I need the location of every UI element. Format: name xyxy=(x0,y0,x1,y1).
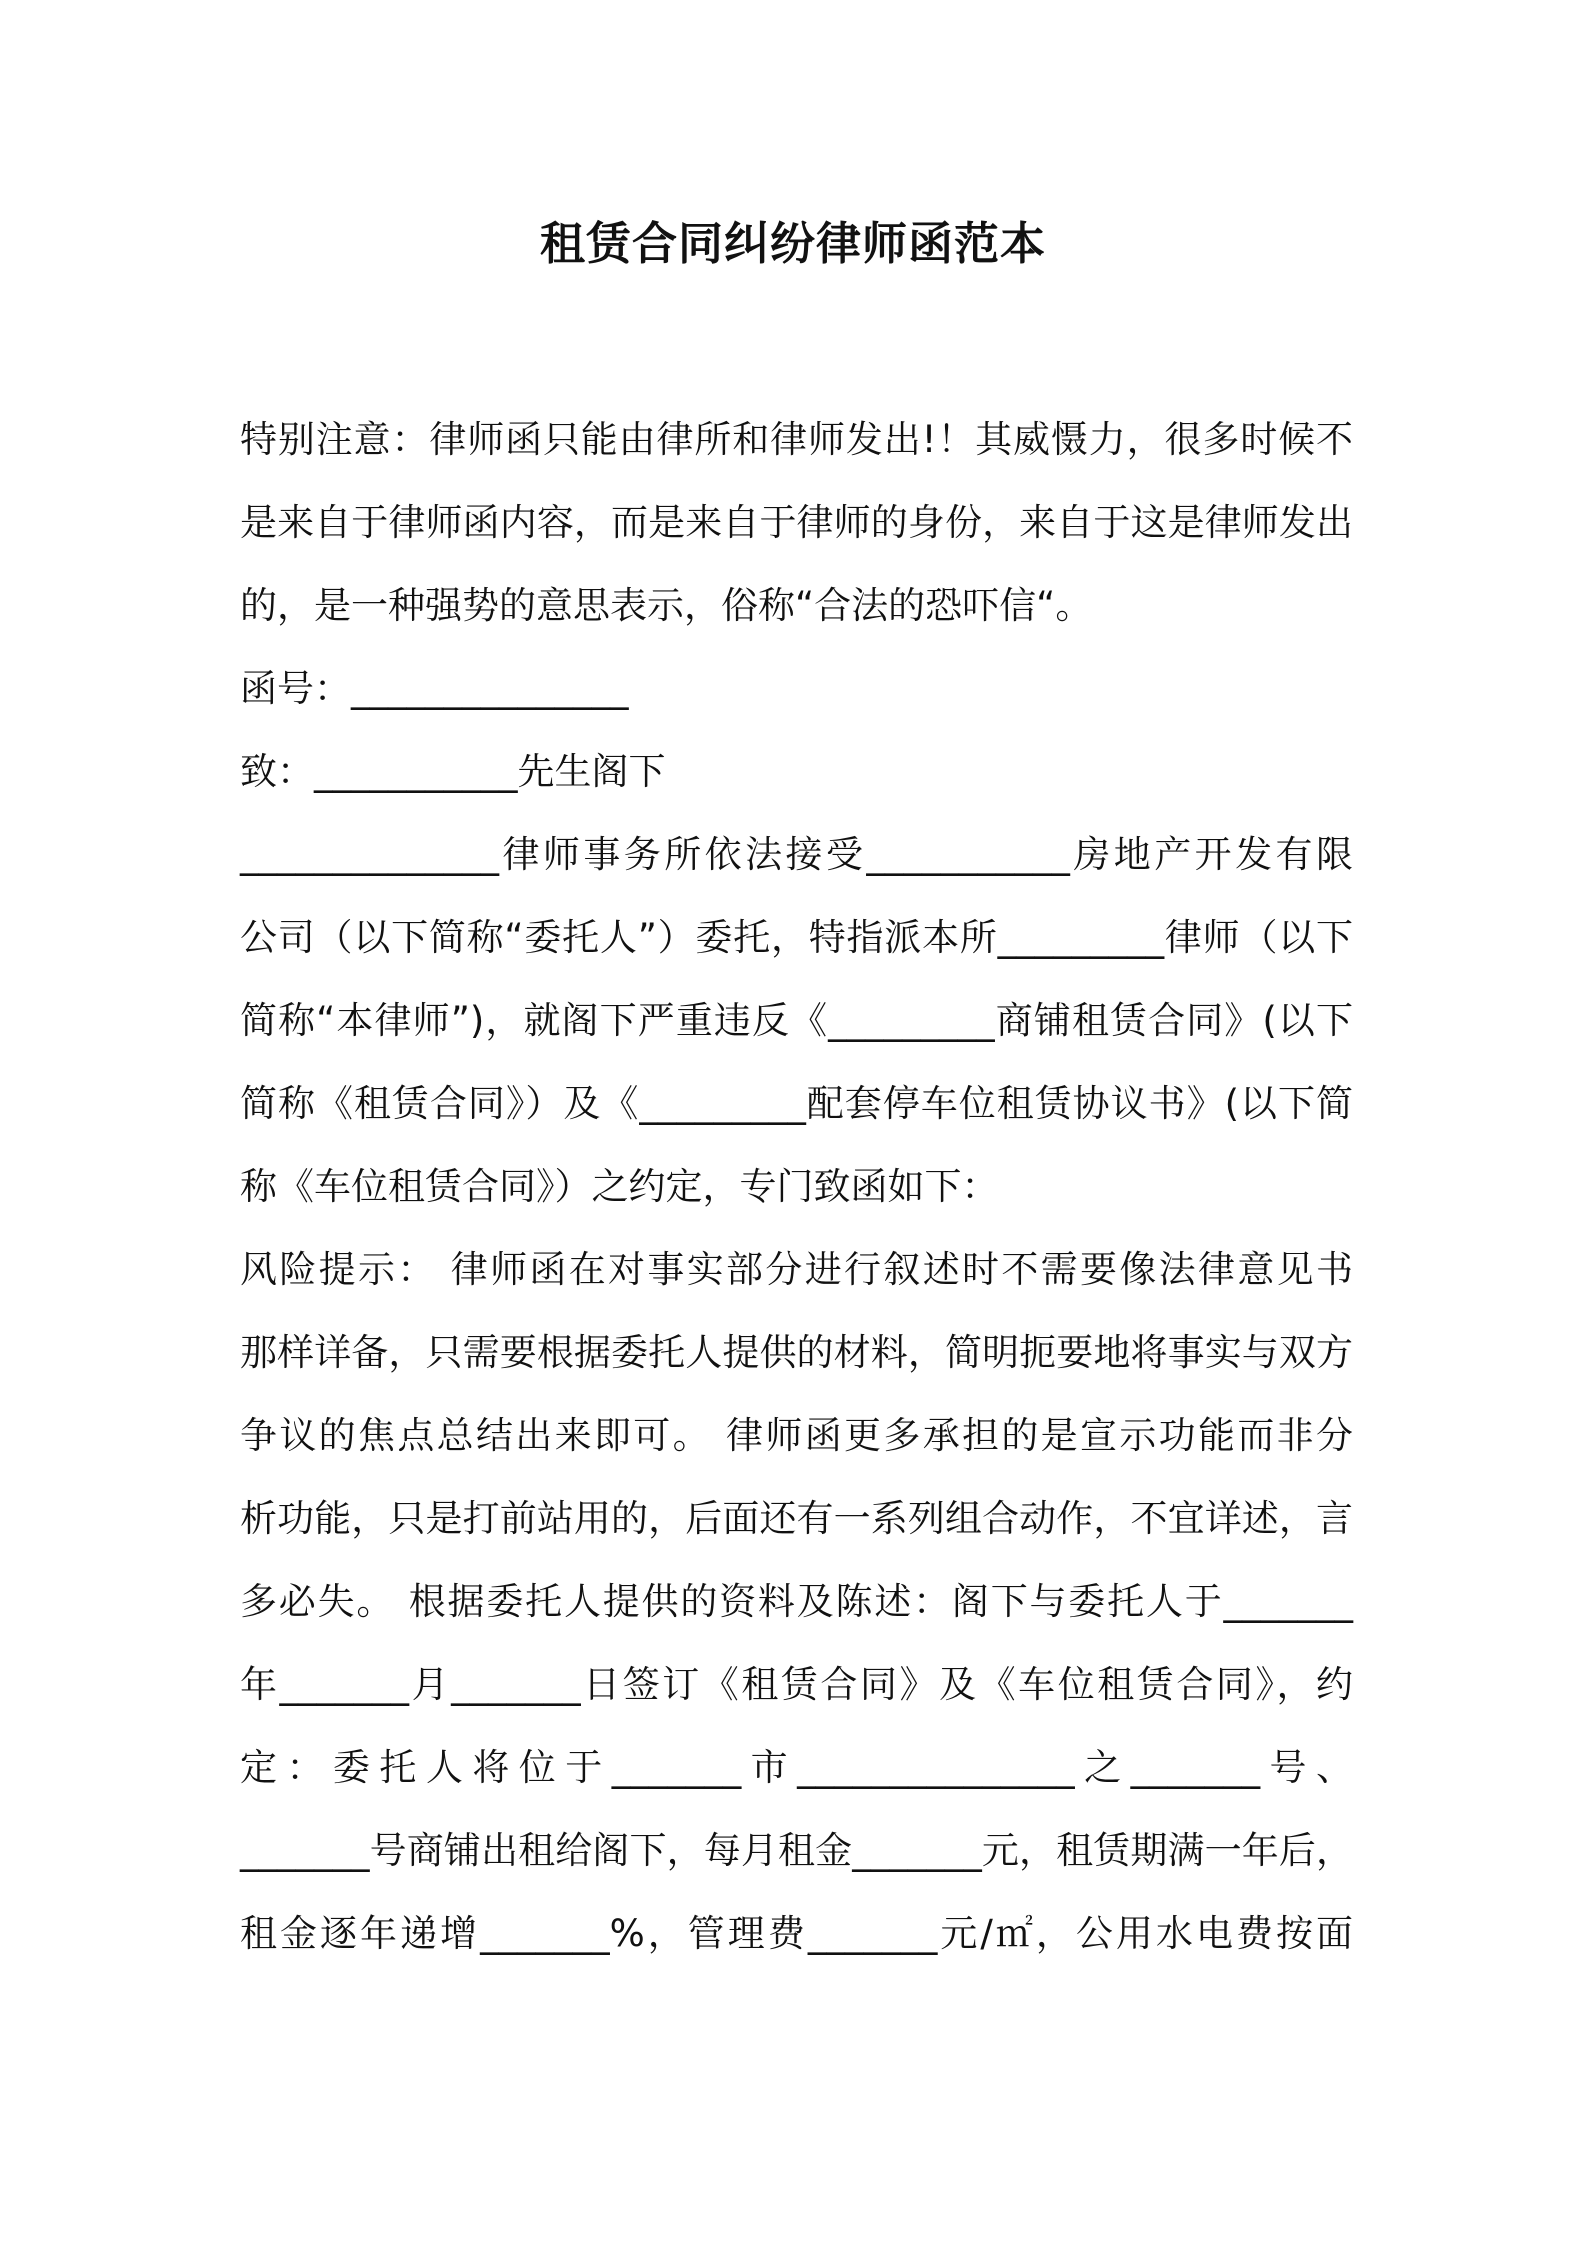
document-title: 租赁合同纠纷律师函范本 xyxy=(539,217,1046,270)
risk-tip-line-2: 那样详备，只需要根据委托人提供的材料，简明扼要地将事实与双方 xyxy=(240,1331,1353,1374)
letter-number-line: 函号：_______________ xyxy=(240,667,629,710)
body-line-1: 特别注意：律师函只能由律所和律师发出!！其威慑力，很多时候不 xyxy=(240,418,1353,461)
body-line-8: 简称“本律师”)，就阁下严重违反《_________商铺租赁合同》(以下 xyxy=(240,999,1353,1042)
body-line-17: 定：委托人将位于_______市_______________之_______号、 xyxy=(240,1746,1353,1789)
body-line-3: 的，是一种强势的意思表示，俗称“合法的恐吓信“。 xyxy=(240,584,1093,627)
risk-tip-line-1: 风险提示： 律师函在对事实部分进行叙述时不需要像法律意见书 xyxy=(240,1248,1353,1291)
body-line-15: 多必失。 根据委托人提供的资料及陈述：阁下与委托人于_______ xyxy=(240,1580,1353,1623)
body-line-10: 称《车位租赁合同》）之约定，专门致函如下： xyxy=(240,1165,999,1208)
addressee-line: 致：___________先生阁下 xyxy=(240,750,666,793)
risk-tip-line-4: 析功能，只是打前站用的，后面还有一系列组合动作，不宜详述，言 xyxy=(240,1497,1353,1540)
body-line-16: 年_______月_______日签订《租赁合同》及《车位租赁合同》，约 xyxy=(240,1663,1353,1706)
body-line-7: 公司（以下简称“委托人”）委托，特指派本所_________律师（以下 xyxy=(240,916,1353,959)
body-line-18: _______号商铺出租给阁下，每月租金_______元，租赁期满一年后， xyxy=(240,1829,1353,1872)
body-line-9: 简称《租赁合同》）及《_________配套停车位租赁协议书》(以下简 xyxy=(240,1082,1353,1125)
body-line-6: ______________律师事务所依法接受___________房地产开发有限 xyxy=(240,833,1353,876)
body-line-19: 租金逐年递增_______%，管理费_______元/㎡，公用水电费按面 xyxy=(240,1912,1353,1955)
body-line-2: 是来自于律师函内容，而是来自于律师的身份，来自于这是律师发出 xyxy=(240,501,1353,544)
risk-tip-line-3: 争议的焦点总结出来即可。 律师函更多承担的是宣示功能而非分 xyxy=(240,1414,1353,1457)
